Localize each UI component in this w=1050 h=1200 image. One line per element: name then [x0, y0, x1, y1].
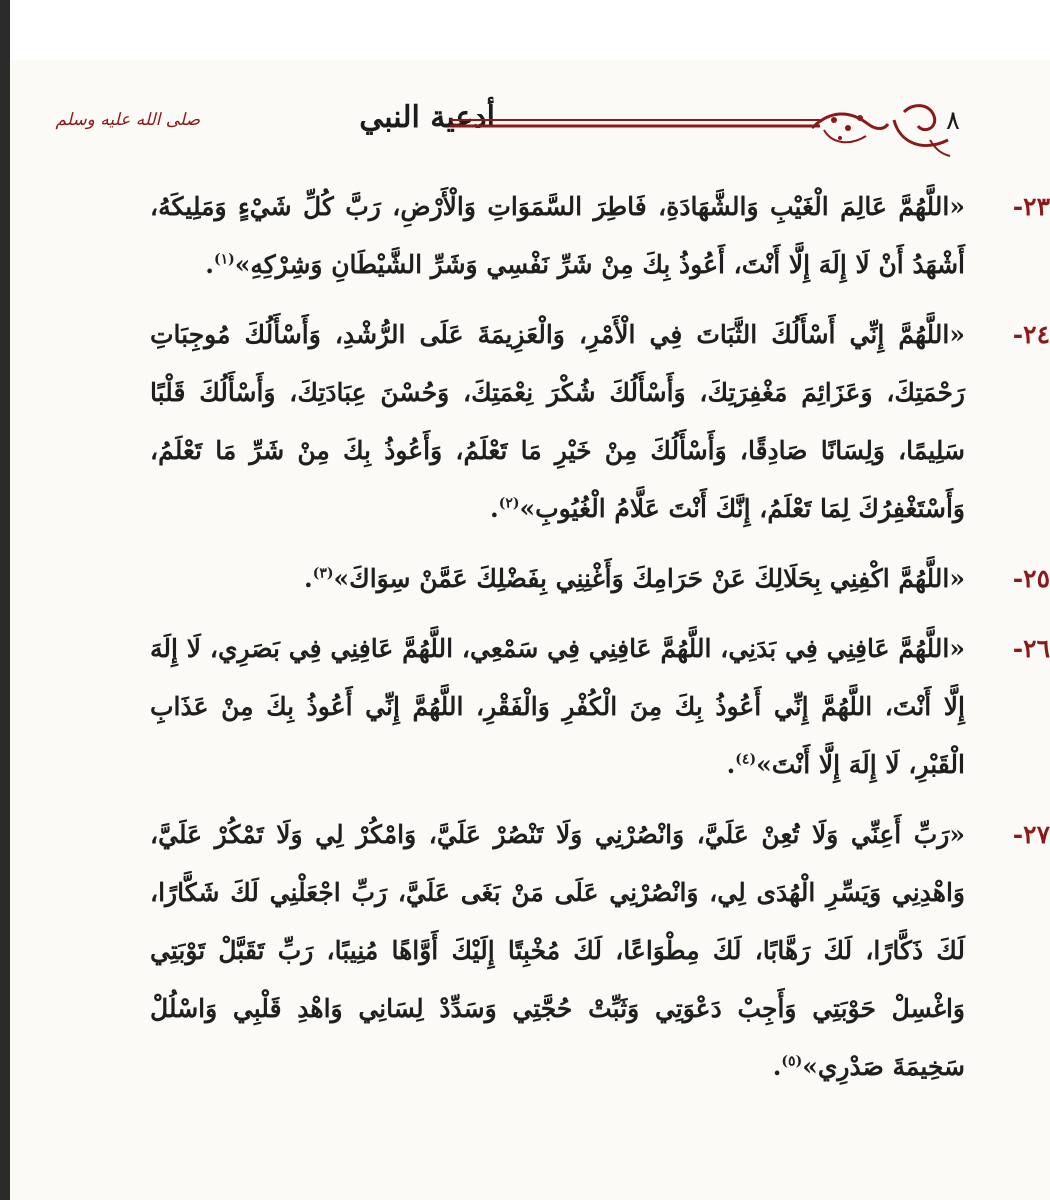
duaa-text: «اللَّهُمَّ إِنِّي أَسْأَلُكَ الثَّبَاتَ فِي الْأَمْرِ، وَالْعَزِيمَةَ عَلَى الرُّشْدِ، وَأَسْأَلُكَ مُوجِبَاتِ رَحْمَتِكَ، وَعَزَائِمَ مَغْفِرَتِكَ، وَأَسْأَلُكَ شُكْرَ نِعْمَتِكَ، وَحُسْنَ عِبَادَتِكَ، وَأَسْأَلُكَ قَلْبًا سَلِيمًا، وَلِسَانًا صَادِقًا، وَأَسْأَلُكَ مِنْ خَيْرِ مَا تَعْلَمُ، وَأَعُوذُ بِكَ مِنْ شَرِّ مَا تَعْلَمُ، وَأَسْتَغْفِرُكَ لِمَا تَعْلَمُ، إِنَّكَ أَنْتَ عَلَّامُ الْغُيُوبِ»: [150, 320, 965, 523]
page-number: ٨: [946, 106, 960, 136]
duaa-text: «اللَّهُمَّ عَالِمَ الْغَيْبِ وَالشَّهَادَةِ، فَاطِرَ السَّمَوَاتِ وَالْأَرْضِ، رَبَّ كُلِّ شَيْءٍ وَمَلِيكَهُ، أَشْهَدُ أَنْ لَا إِلَهَ إِلَّا أَنْتَ، أَعُوذُ بِكَ مِنْ شَرِّ نَفْسِي وَشَرِّ الشَّيْطَانِ وَشِرْكِهِ»: [150, 192, 965, 279]
item-end: .: [303, 564, 313, 593]
footnote-marker: (١): [213, 251, 235, 268]
page-header: [55, 100, 960, 160]
duaa-text: «رَبِّ أَعِنِّي وَلَا تُعِنْ عَلَيَّ، وَانْصُرْنِي وَلَا تَنْصُرْ عَلَيَّ، وَامْكُرْ لِي وَلَا تَمْكُرْ عَلَيَّ، وَاهْدِنِي وَيَسِّرِ الْهُدَى لِي، وَانْصُرْنِي عَلَى مَنْ بَغَى عَلَيَّ، رَبِّ اجْعَلْنِي لَكَ شَكَّارًا، لَكَ ذَكَّارًا، لَكَ رَهَّابًا، لَكَ مِطْوَاعًا، لَكَ مُخْبِتًا إِلَيْكَ أَوَّاهًا مُنِيبًا، رَبِّ تَقَبَّلْ تَوْبَتِي وَاغْسِلْ حَوْبَتِي وَأَجِبْ دَعْوَتِي وَثَبِّتْ حُجَّتِي وَسَدِّدْ لِسَانِي وَاهْدِ قَلْبِي وَاسْلُلْ سَخِيمَةَ صَدْرِي»: [150, 820, 965, 1081]
top-margin: [10, 0, 1050, 60]
footnote-marker: (٣): [312, 565, 334, 582]
ornament-scroll-icon: [890, 100, 952, 160]
item-end: .: [726, 750, 736, 779]
footnote-marker: (٢): [498, 495, 520, 512]
item-end: .: [205, 250, 214, 279]
duaa-text: «اللَّهُمَّ اكْفِنِي بِحَلَالِكَ عَنْ حَرَامِكَ وَأَغْنِنِي بِفَضْلِكَ عَمَّنْ سِوَاكَ»: [333, 564, 965, 593]
duaa-item-26: [150, 620, 1050, 794]
header-honorific: صلى الله عليه وسلم: [55, 110, 200, 130]
item-number: ٢٧-: [1012, 820, 1050, 849]
duaa-item-24: [150, 306, 1050, 538]
item-end: .: [772, 1052, 782, 1081]
footnote-marker: (٥): [781, 1053, 803, 1070]
item-number: ٢٦-: [1012, 634, 1050, 663]
duaa-item-23: [150, 178, 1050, 294]
ornament-vine-icon: [810, 100, 890, 150]
left-frame-border: [0, 0, 10, 1200]
header-title: أدعية النبي: [359, 100, 495, 135]
duaa-list: [150, 178, 1050, 1096]
item-number: ٢٥-: [1012, 564, 1050, 593]
duaa-item-25: [150, 550, 1050, 608]
item-number: ٢٣-: [1012, 192, 1050, 221]
duaa-text: «اللَّهُمَّ عَافِنِي فِي بَدَنِي، اللَّهُمَّ عَافِنِي فِي سَمْعِي، اللَّهُمَّ عَافِنِي فِي بَصَرِي، لَا إِلَهَ إِلَّا أَنْتَ، اللَّهُمَّ إِنِّي أَعُوذُ بِكَ مِنَ الْكُفْرِ وَالْفَقْرِ، اللَّهُمَّ إِنِّي أَعُوذُ بِكَ مِنْ عَذَابِ الْقَبْرِ، لَا إِلَهَ إِلَّا أَنْتَ»: [150, 634, 965, 779]
item-number: ٢٤-: [1012, 320, 1050, 349]
header-rule: [450, 114, 820, 134]
footnote-marker: (٤): [735, 751, 757, 768]
item-end: .: [489, 494, 499, 523]
duaa-item-27: [150, 806, 1050, 1096]
